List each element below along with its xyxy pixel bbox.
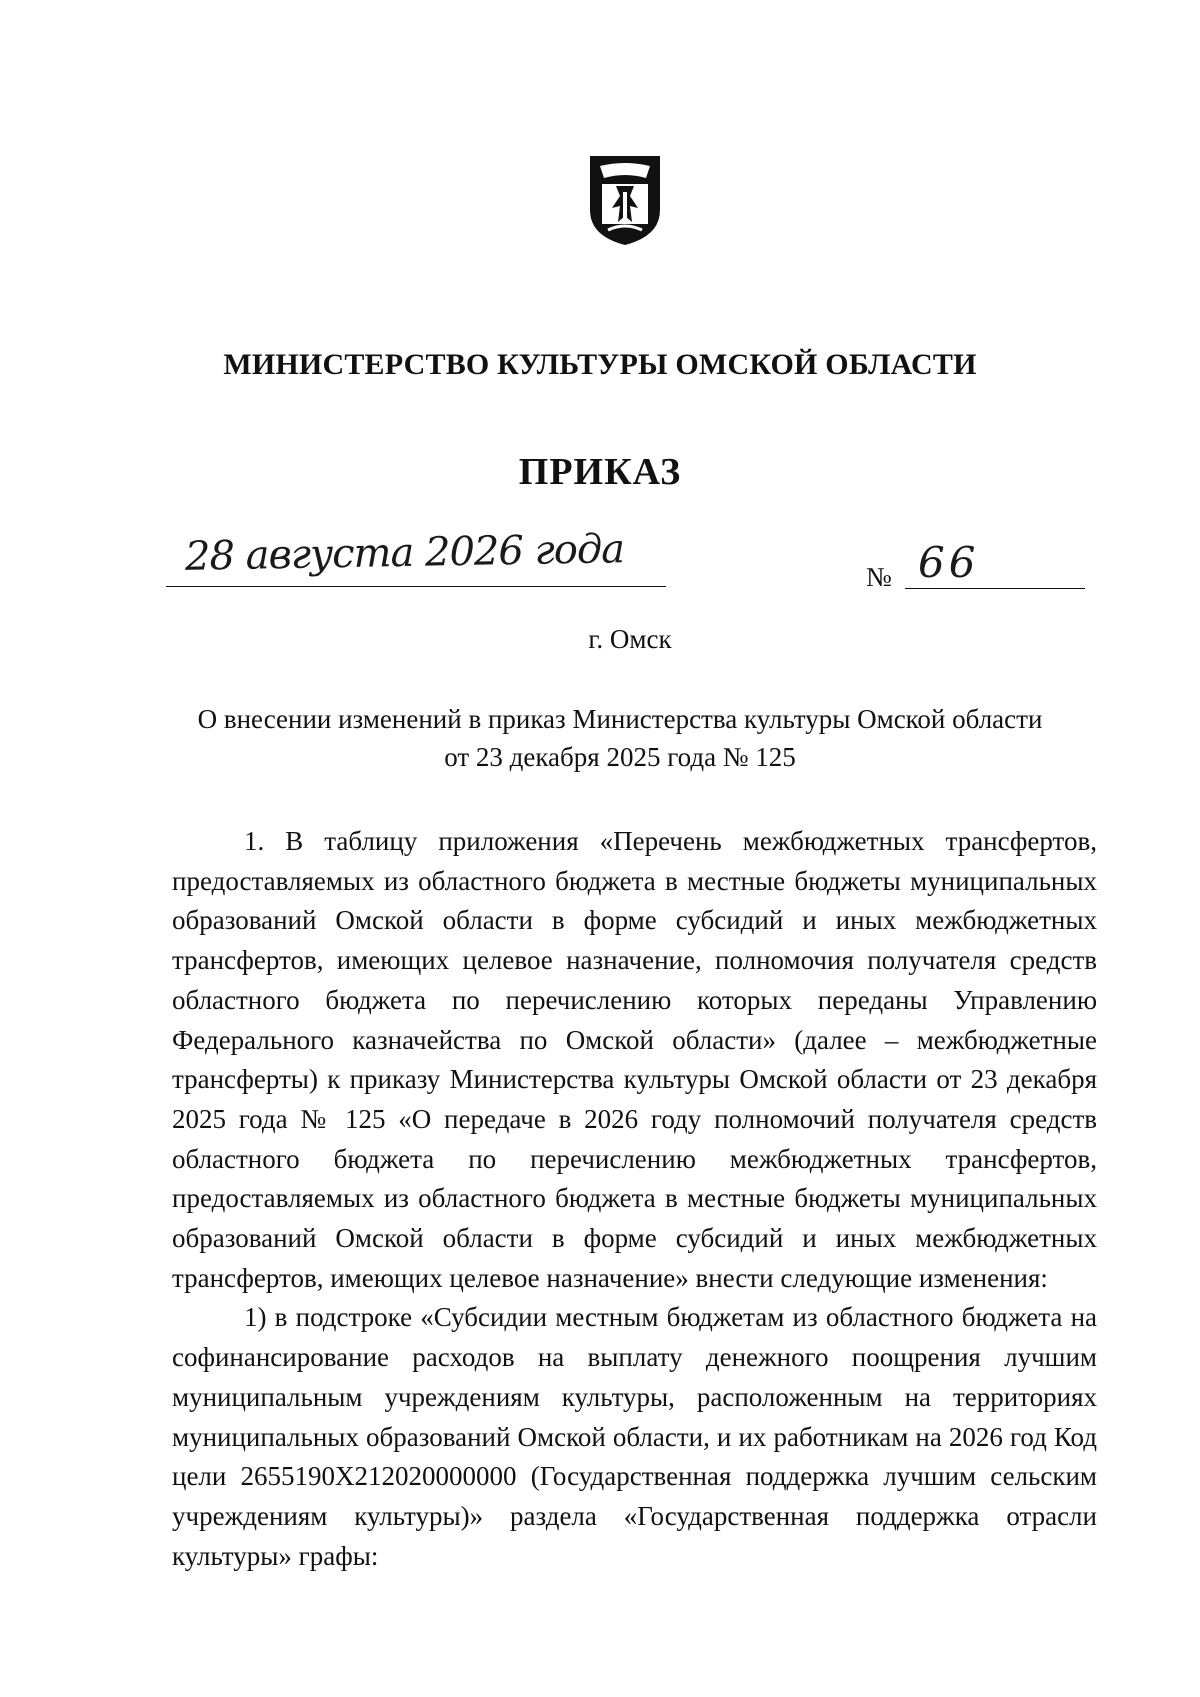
number-label: №	[866, 562, 892, 592]
document-type: ПРИКАЗ	[518, 451, 682, 493]
city: г. Омск	[588, 624, 672, 654]
handwritten-number: 66	[918, 538, 980, 587]
paragraph-2: 1) в подстроке «Субсидии местным бюджетам из областного бюджета на софинансирование расходов на выплату денежного поощрения лучшим муниципальным учреждениям культуры, расположенным на территориях муниципальных образований Омской области, и их работникам на 2026 год Код цели 2655190X212020000000 (Государственная поддержка лучшим сельским учреждениям культуры)» раздела «Государственная поддержка отрасли культуры» графы:	[172, 1302, 1097, 1571]
coat-of-arms-icon	[586, 152, 664, 248]
ministry-name: МИНИСТЕРСТВО КУЛЬТУРЫ ОМСКОЙ ОБЛАСТИ	[223, 348, 977, 381]
date-underline	[166, 586, 666, 587]
handwritten-date: 28 августа 2026 года	[184, 526, 625, 580]
paragraph-1: 1. В таблицу приложения «Перечень межбюджетных трансфертов, предоставляемых из областного бюджета в местные бюджеты муниципальных образований Омской области в форме субсидий и иных межбюджетных трансфертов, имеющих целевое назначение, полномочия получателя средств областного бюджета по перечислению которых переданы Управлению Федерального казначейства по Омской области» (далее – межбюджетные трансферты) к приказу Министерства культуры Омской области от 23 декабря 2025 года № 125 «О передаче в 2026 году полномочий получателя средств областного бюджета по перечислению межбюджетных трансфертов, предоставляемых из областного бюджета в местные бюджеты муниципальных образований Омской области в форме субсидий и иных межбюджетных трансфертов, имеющих целевое назначение» внести следующие изменения:	[172, 826, 1097, 1293]
subject-line-2: от 23 декабря 2025 года № 125	[444, 742, 796, 772]
number-underline	[905, 588, 1085, 589]
subject-line-1: О внесении изменений в приказ Министерства культуры Омской области	[197, 704, 1043, 734]
document-subject	[120, 700, 1120, 776]
document-body	[172, 822, 1097, 1576]
